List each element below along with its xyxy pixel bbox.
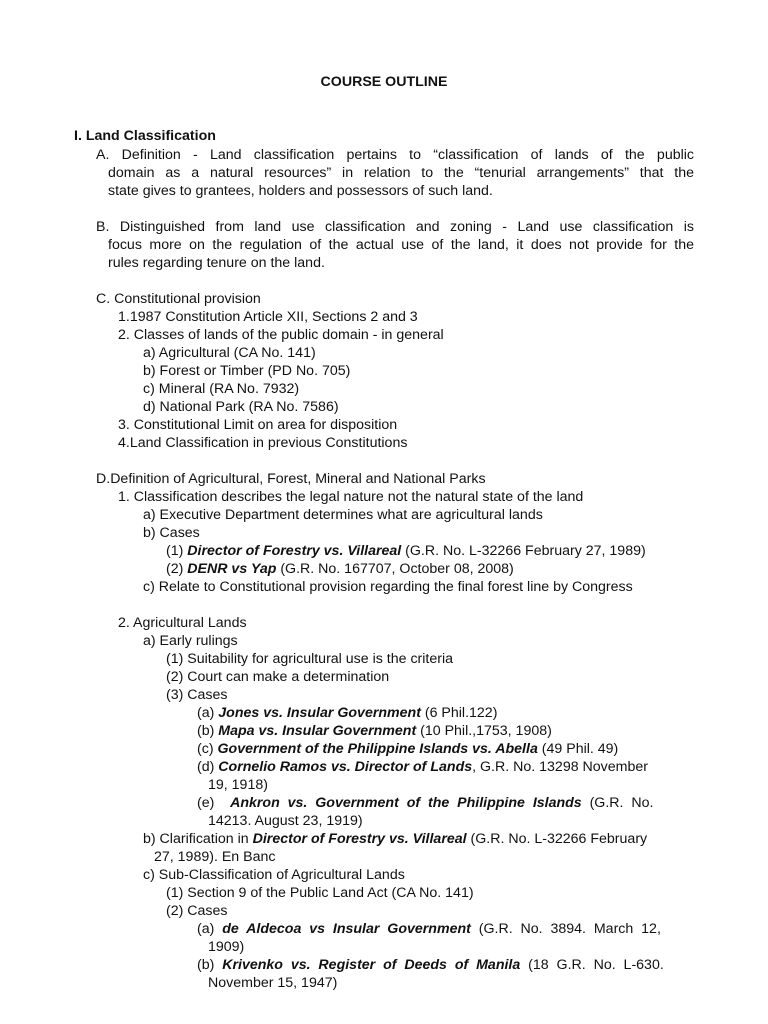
- outline-d2c1: (1) Section 9 of the Public Land Act (CA No. 141): [166, 885, 474, 901]
- case-name: DENR vs Yap: [187, 561, 277, 577]
- outline-d-heading: D.Definition of Agricultural, Forest, Mineral and National Parks: [96, 471, 486, 487]
- item-number: (d): [197, 759, 219, 775]
- outline-c4: 4.Land Classification in previous Constitutions: [118, 435, 408, 451]
- paragraph-a-line-3: state gives to grantees, holders and possessors of such land.: [108, 183, 493, 199]
- case-name: de Aldecoa vs Insular Government: [222, 921, 471, 937]
- case-name: Director of Forestry vs. Villareal: [252, 831, 467, 847]
- paragraph-b-line-2: focus more on the regulation of the actual use of the land, it does not provide for the: [108, 237, 694, 253]
- outline-d1b: b) Cases: [143, 525, 200, 541]
- item-number: (a): [197, 921, 223, 937]
- outline-c2b: b) Forest or Timber (PD No. 705): [143, 363, 351, 379]
- sub-case-a: [197, 920, 661, 938]
- case-d: [197, 758, 648, 776]
- outline-c-heading: C. Constitutional provision: [96, 291, 261, 307]
- case-name: Government of the Philippine Islands vs. Abella: [217, 741, 538, 757]
- case-name: Jones vs. Insular Government: [218, 705, 421, 721]
- case-citation: (G.R. No.: [581, 795, 654, 811]
- outline-c2: 2. Classes of lands of the public domain - in general: [118, 327, 444, 343]
- case-name: Ankron vs. Government of the Philippine Islands: [230, 795, 582, 811]
- case-citation: (G.R. No. L-32266 February 27, 1989): [401, 543, 646, 559]
- item-label: b) Clarification in: [143, 831, 253, 847]
- case-citation: (10 Phil.,1753, 1908): [416, 723, 552, 739]
- sub-case-a-continued: 1909): [208, 939, 245, 955]
- item-number: (b): [197, 723, 219, 739]
- outline-d2b: [143, 830, 647, 848]
- sub-case-b-continued: November 15, 1947): [208, 975, 338, 991]
- case-citation: (G.R. No. 3894. March 12,: [470, 921, 661, 937]
- outline-d1: 1. Classification describes the legal nature not the natural state of the land: [118, 489, 584, 505]
- item-number: (b): [197, 957, 223, 973]
- item-number: (1): [166, 543, 188, 559]
- outline-c2a: a) Agricultural (CA No. 141): [143, 345, 316, 361]
- outline-d2a: a) Early rulings: [143, 633, 238, 649]
- outline-d2: 2. Agricultural Lands: [118, 615, 247, 631]
- case-a: [197, 704, 497, 722]
- outline-c2c: c) Mineral (RA No. 7932): [143, 381, 300, 397]
- case-e: [197, 794, 653, 812]
- outline-d1b1: [166, 542, 646, 560]
- item-number: (c): [197, 741, 218, 757]
- outline-d2a2: (2) Court can make a determination: [166, 669, 390, 685]
- case-citation: (G.R. No. L-32266 February: [466, 831, 648, 847]
- outline-d1b2: [166, 560, 514, 578]
- case-name: Director of Forestry vs. Villareal: [187, 543, 402, 559]
- case-e-continued: 14213. August 23, 1919): [208, 813, 363, 829]
- case-citation: , G.R. No. 13298 November: [472, 759, 648, 775]
- case-c: [197, 740, 618, 758]
- case-citation: (G.R. No. 167707, October 08, 2008): [276, 561, 514, 577]
- case-citation: (49 Phil. 49): [537, 741, 619, 757]
- outline-d2c: c) Sub-Classification of Agricultural Lands: [143, 867, 405, 883]
- outline-d2c2: (2) Cases: [166, 903, 228, 919]
- case-b: [197, 722, 552, 740]
- paragraph-b-line-1: B. Distinguished from land use classification and zoning - Land use classification is: [96, 219, 694, 235]
- outline-c3: 3. Constitutional Limit on area for disposition: [118, 417, 398, 433]
- paragraph-a-line-2: domain as a natural resources” in relation to the “tenurial arrangements” that the: [108, 165, 694, 181]
- outline-c1: 1.1987 Constitution Article XII, Sections 2 and 3: [118, 309, 418, 325]
- case-name: Krivenko vs. Register of Deeds of Manila: [222, 957, 521, 973]
- sub-case-b: [197, 956, 664, 974]
- case-d-continued: 19, 1918): [208, 777, 268, 793]
- case-name: Cornelio Ramos vs. Director of Lands: [218, 759, 473, 775]
- paragraph-a-line-1: A. Definition - Land classification pertains to “classification of lands of the public: [96, 147, 694, 163]
- item-number: (a): [197, 705, 219, 721]
- outline-d2b-continued: 27, 1989). En Banc: [154, 849, 276, 865]
- document-title: COURSE OUTLINE: [320, 74, 448, 90]
- paragraph-b-line-3: rules regarding tenure on the land.: [108, 255, 325, 271]
- case-citation: (6 Phil.122): [420, 705, 498, 721]
- outline-d2a1: (1) Suitability for agricultural use is the criteria: [166, 651, 454, 667]
- section-heading: I. Land Classification: [74, 128, 216, 144]
- item-number: (2): [166, 561, 188, 577]
- item-number: (e): [197, 795, 231, 811]
- outline-c2d: d) National Park (RA No. 7586): [143, 399, 339, 415]
- case-citation: (18 G.R. No. L-630.: [520, 957, 664, 973]
- outline-d1c: c) Relate to Constitutional provision regarding the final forest line by Congress: [143, 579, 633, 595]
- outline-d2a3: (3) Cases: [166, 687, 228, 703]
- case-name: Mapa vs. Insular Government: [218, 723, 417, 739]
- outline-d1a: a) Executive Department determines what are agricultural lands: [143, 507, 543, 523]
